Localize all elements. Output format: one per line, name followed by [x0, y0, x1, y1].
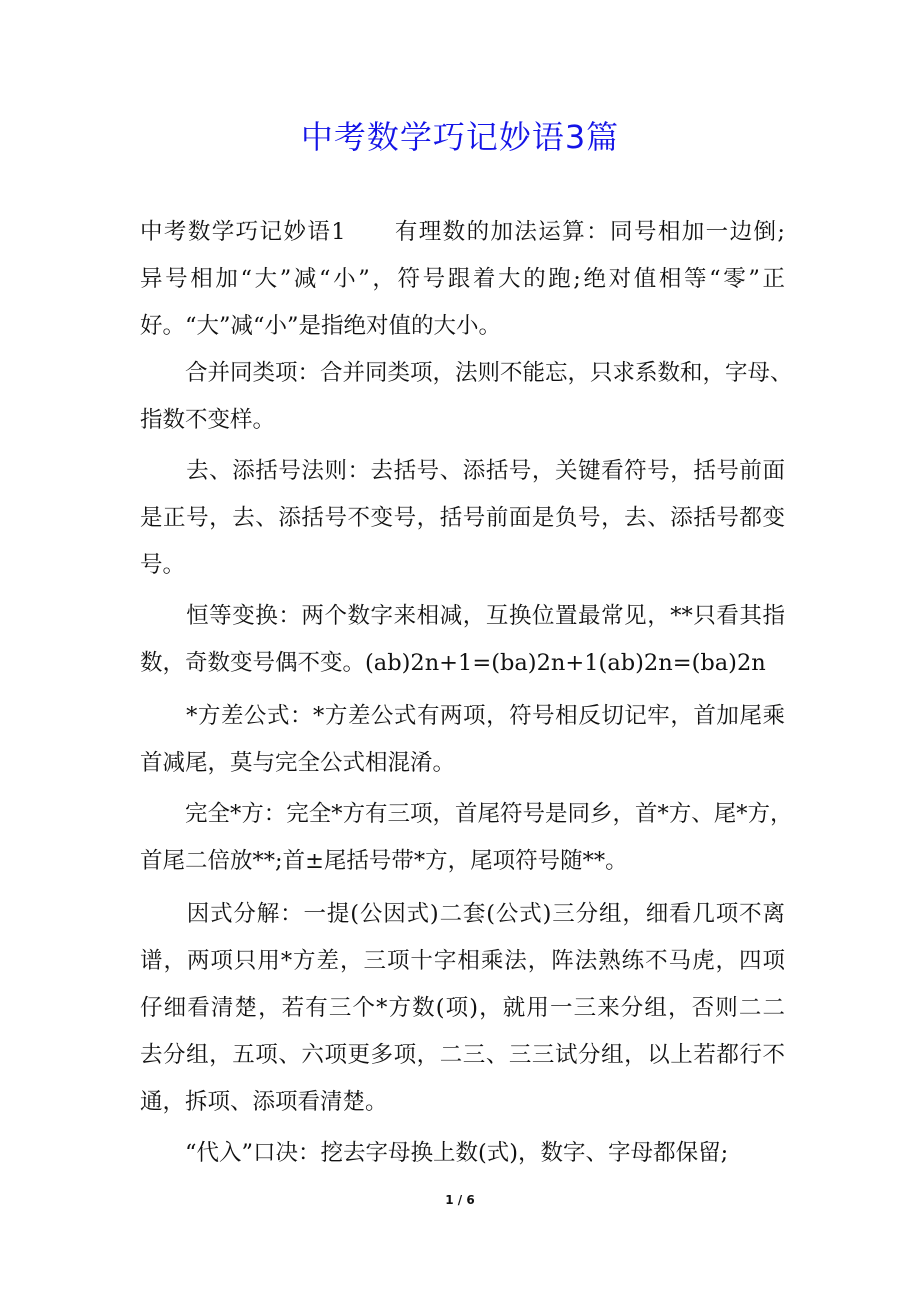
paragraph: [140, 1135, 785, 1182]
text-line: 中考数学巧记妙语1 有理数的加法运算：同号相加一边倒;: [140, 219, 785, 245]
paragraph: [140, 598, 785, 692]
text-line: 完全*方：完全*方有三项，首尾符号是同乡，首*方、尾*方，: [140, 801, 793, 827]
text-line: 首尾二倍放**;首±尾括号带*方，尾项符号随**。: [140, 848, 628, 874]
text-line: 首减尾，莫与完全公式相混淆。: [140, 750, 456, 776]
text-line: 恒等变换：两个数字来相减，互换位置最常见，**只看其指: [140, 603, 785, 629]
text-line: 指数不变样。: [140, 407, 276, 433]
text-line: 是正号，去、添括号不变号，括号前面是负号，去、添括号都变: [140, 505, 785, 531]
text-line: 通，拆项、添项看清楚。: [140, 1089, 388, 1115]
paragraph: [140, 355, 793, 449]
text-line: *方差公式：*方差公式有两项，符号相反切记牢，首加尾乘: [140, 703, 785, 729]
paragraph: [140, 698, 785, 792]
text-line: 合并同类项：合并同类项，法则不能忘，只求系数和，字母、: [140, 360, 793, 386]
text-line: 去分组，五项、六项更多项，二三、三三试分组，以上若都行不: [140, 1042, 785, 1068]
paragraph: [140, 453, 785, 594]
document-title: 中考数学巧记妙语3篇: [300, 118, 620, 156]
paragraph: [140, 214, 785, 355]
text-line: 数，奇数变号偶不变。(ab)2n+1=(ba)2n+1(ab)2n=(ba)2n: [140, 650, 766, 676]
page-indicator: 1 / 6: [445, 1193, 475, 1207]
text-line: 仔细看清楚，若有三个*方数(项)，就用一三来分组，否则二二: [140, 995, 785, 1021]
text-line: 异号相加“大”减“小”，符号跟着大的跑;绝对值相等“零”正: [140, 266, 785, 292]
text-line: 号。: [140, 552, 186, 578]
text-line: 去、添括号法则：去括号、添括号，关键看符号，括号前面: [140, 458, 785, 484]
paragraph: [140, 896, 785, 1131]
text-line: 谱，两项只用*方差，三项十字相乘法，阵法熟练不马虎，四项: [140, 948, 785, 974]
document-body: [140, 214, 793, 1182]
text-line: 因式分解：一提(公因式)二套(公式)三分组，细看几项不离: [140, 901, 785, 927]
text-line: “代入”口决：挖去字母换上数(式)，数字、字母都保留;: [140, 1140, 729, 1166]
paragraph: [140, 796, 793, 890]
text-line: 好。“大”减“小”是指绝对值的大小。: [140, 313, 502, 339]
